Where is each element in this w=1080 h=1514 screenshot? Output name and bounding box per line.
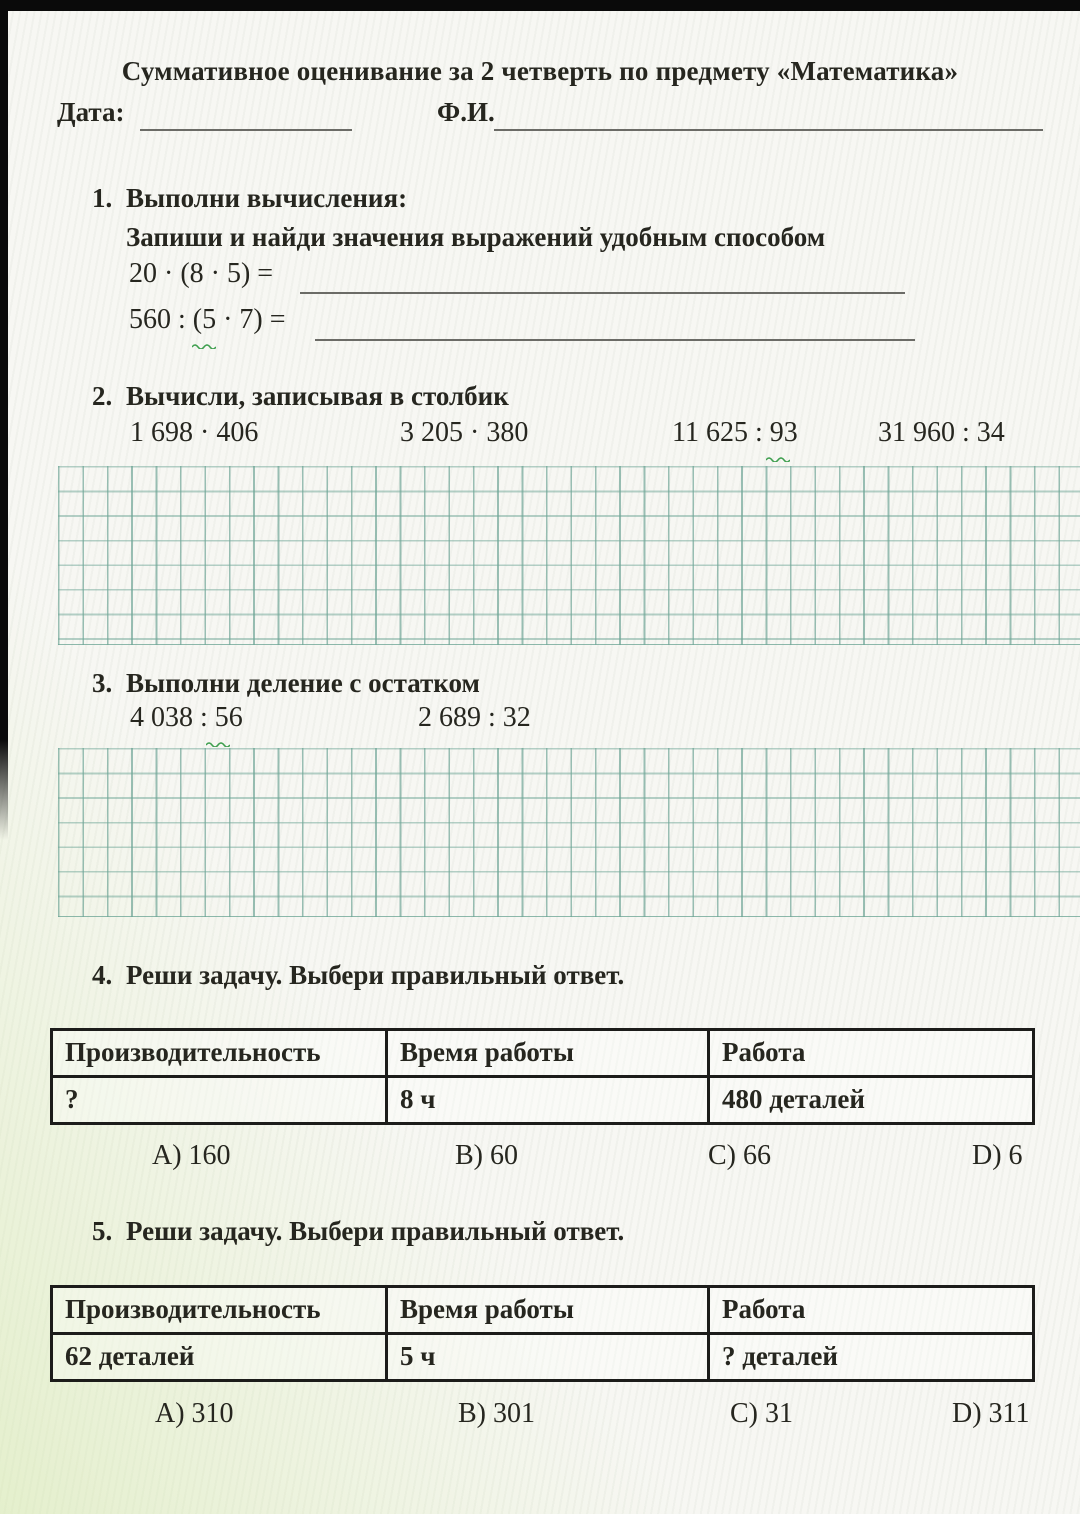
table-header-cell: Производительность [52, 1287, 387, 1334]
task3-problem-2: 2 689 : 32 [418, 702, 531, 733]
task3-number: 3. [92, 668, 113, 698]
task2-problem-1: 1 698 · 406 [130, 417, 259, 448]
graph-paper-grid-task3 [58, 748, 1080, 917]
task5-option-d: D) 311 [952, 1398, 1030, 1429]
task5-option-a: А) 310 [155, 1398, 234, 1429]
task1-answer-line-1 [300, 291, 905, 294]
table-header-cell: Работа [709, 1287, 1034, 1334]
task4-option-d: D) 6 [972, 1140, 1023, 1171]
date-label: Дата: [57, 97, 125, 127]
graph-paper-grid-task2 [58, 466, 1080, 645]
table-header-cell: Работа [709, 1030, 1034, 1077]
task4-heading: Реши задачу. Выбери правильный ответ. [126, 960, 625, 990]
task1-expression-2: 560 : (5 · 7) = [129, 304, 286, 335]
task1-answer-line-2 [315, 338, 915, 341]
table-cell: ? деталей [709, 1334, 1034, 1381]
task5-option-b: В) 301 [458, 1398, 535, 1429]
table-cell: 8 ч [387, 1077, 709, 1124]
worksheet-title: Суммативное оценивание за 2 четверть по предмету «Математика» [121, 56, 959, 86]
table-header-cell: Время работы [387, 1030, 709, 1077]
task2-problem-3: 11 625 : 93 [672, 417, 798, 448]
task4-option-a: А) 160 [152, 1140, 231, 1171]
task2-problem-4: 31 960 : 34 [878, 417, 1005, 448]
task1-number: 1. [92, 183, 113, 213]
task1-heading: Выполни вычисления: [126, 183, 408, 213]
date-blank-line [140, 128, 352, 131]
table-header-row [52, 1287, 1034, 1334]
task3-problem-1: 4 038 : 56 [130, 702, 243, 733]
task2-problem-2: 3 205 · 380 [400, 417, 529, 448]
table-cell: 480 деталей [709, 1077, 1034, 1124]
scan-edge-top [0, 0, 1080, 11]
table-header-cell: Производительность [52, 1030, 387, 1077]
task2-heading: Вычисли, записывая в столбик [126, 381, 509, 411]
table-header-row [52, 1030, 1034, 1077]
name-blank-line [494, 128, 1043, 131]
table-header-cell: Время работы [387, 1287, 709, 1334]
spellcheck-squiggle [766, 449, 790, 467]
task3-heading: Выполни деление с остатком [126, 668, 480, 698]
task5-heading: Реши задачу. Выбери правильный ответ. [126, 1216, 625, 1246]
task4-option-b: В) 60 [455, 1140, 518, 1171]
task1-subheading: Запиши и найди значения выражений удобным способом [126, 222, 826, 252]
task1-expression-1: 20 · (8 · 5) = [129, 258, 274, 289]
task5-option-c: С) 31 [730, 1398, 793, 1429]
table-cell: ? [52, 1077, 387, 1124]
task4-number: 4. [92, 960, 113, 990]
task5-number: 5. [92, 1216, 113, 1246]
task2-number: 2. [92, 381, 113, 411]
task4-table [50, 1028, 1035, 1125]
table-cell: 62 деталей [52, 1334, 387, 1381]
name-label: Ф.И. [437, 97, 495, 127]
table-cell: 5 ч [387, 1334, 709, 1381]
scan-edge-left [0, 0, 8, 840]
task4-option-c: С) 66 [708, 1140, 771, 1171]
task5-table [50, 1285, 1035, 1382]
spellcheck-squiggle [192, 336, 216, 354]
table-data-row [52, 1077, 1034, 1124]
table-data-row [52, 1334, 1034, 1381]
